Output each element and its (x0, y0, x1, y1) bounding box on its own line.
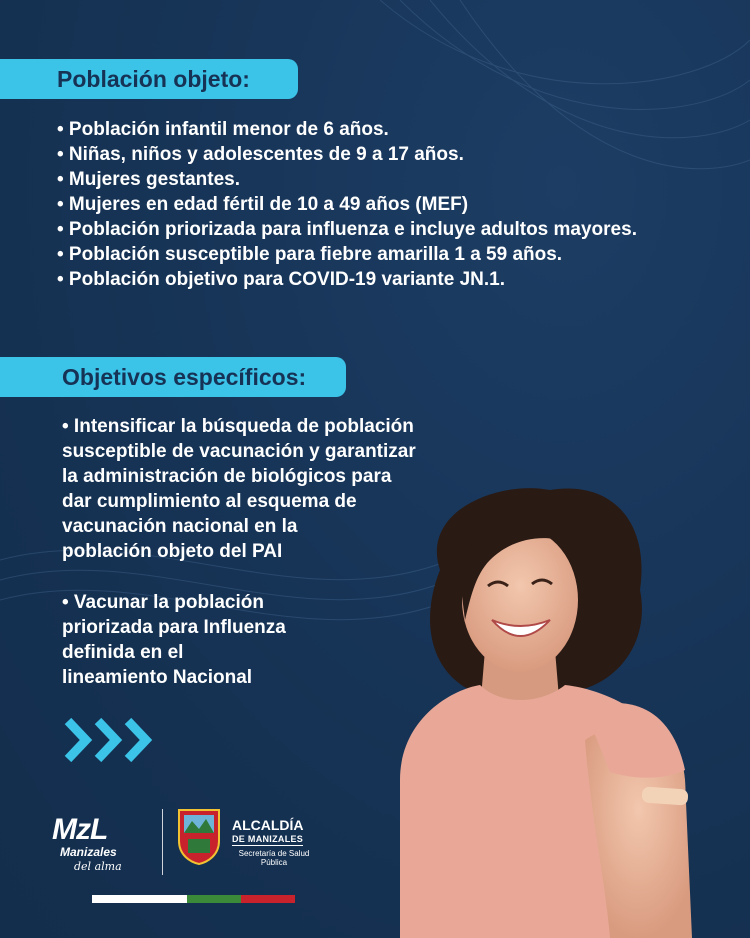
list-item: • Niñas, niños y adolescentes de 9 a 17 años. (57, 144, 464, 165)
flag-stripe-red (241, 895, 295, 903)
list-item: • Mujeres en edad fértil de 10 a 49 años (MEF) (57, 194, 469, 215)
list-item: • Población objetivo para COVID-19 variante JN.1. (57, 269, 506, 290)
mzl-logo: MzL (52, 813, 108, 846)
list-item: • Población priorizada para influenza e incluye adultos mayores. (57, 219, 637, 240)
target-population-list (57, 117, 697, 292)
section-title-target-population: Población objeto: (0, 59, 298, 99)
objective-item: • Vacunar la población priorizada para Influenza definida en el lineamiento Nacional (62, 592, 286, 688)
objective-item: • Intensificar la búsqueda de población susceptible de vacunación y garantizar la administración de biológicos para dar cumplimiento al esquema de vacunación nacional en la población objeto del PAI (62, 416, 416, 562)
municipal-crest-icon (176, 807, 222, 865)
logo-divider (162, 809, 163, 875)
list-item: • Mujeres gestantes. (57, 169, 240, 190)
chevron-arrows-icon (64, 717, 164, 763)
list-item: • Población infantil menor de 6 años. (57, 119, 389, 140)
flag-color-bar (92, 895, 295, 903)
section-title-objectives: Objetivos específicos: (0, 357, 346, 397)
mzl-logo-city: Manizales (60, 845, 117, 859)
alcaldia-city: DE MANIZALES (232, 834, 304, 844)
alcaldia-department: Secretaría de Salud Pública (238, 849, 310, 867)
alcaldia-name: ALCALDÍA (232, 817, 304, 833)
footer-logos (52, 805, 322, 879)
list-item: • Población susceptible para fiebre amarilla 1 a 59 años. (57, 244, 563, 265)
flag-stripe-white (92, 895, 187, 903)
smiling-woman-photo (380, 480, 750, 938)
mzl-logo-tagline: del alma (74, 860, 122, 873)
flag-stripe-green (187, 895, 241, 903)
